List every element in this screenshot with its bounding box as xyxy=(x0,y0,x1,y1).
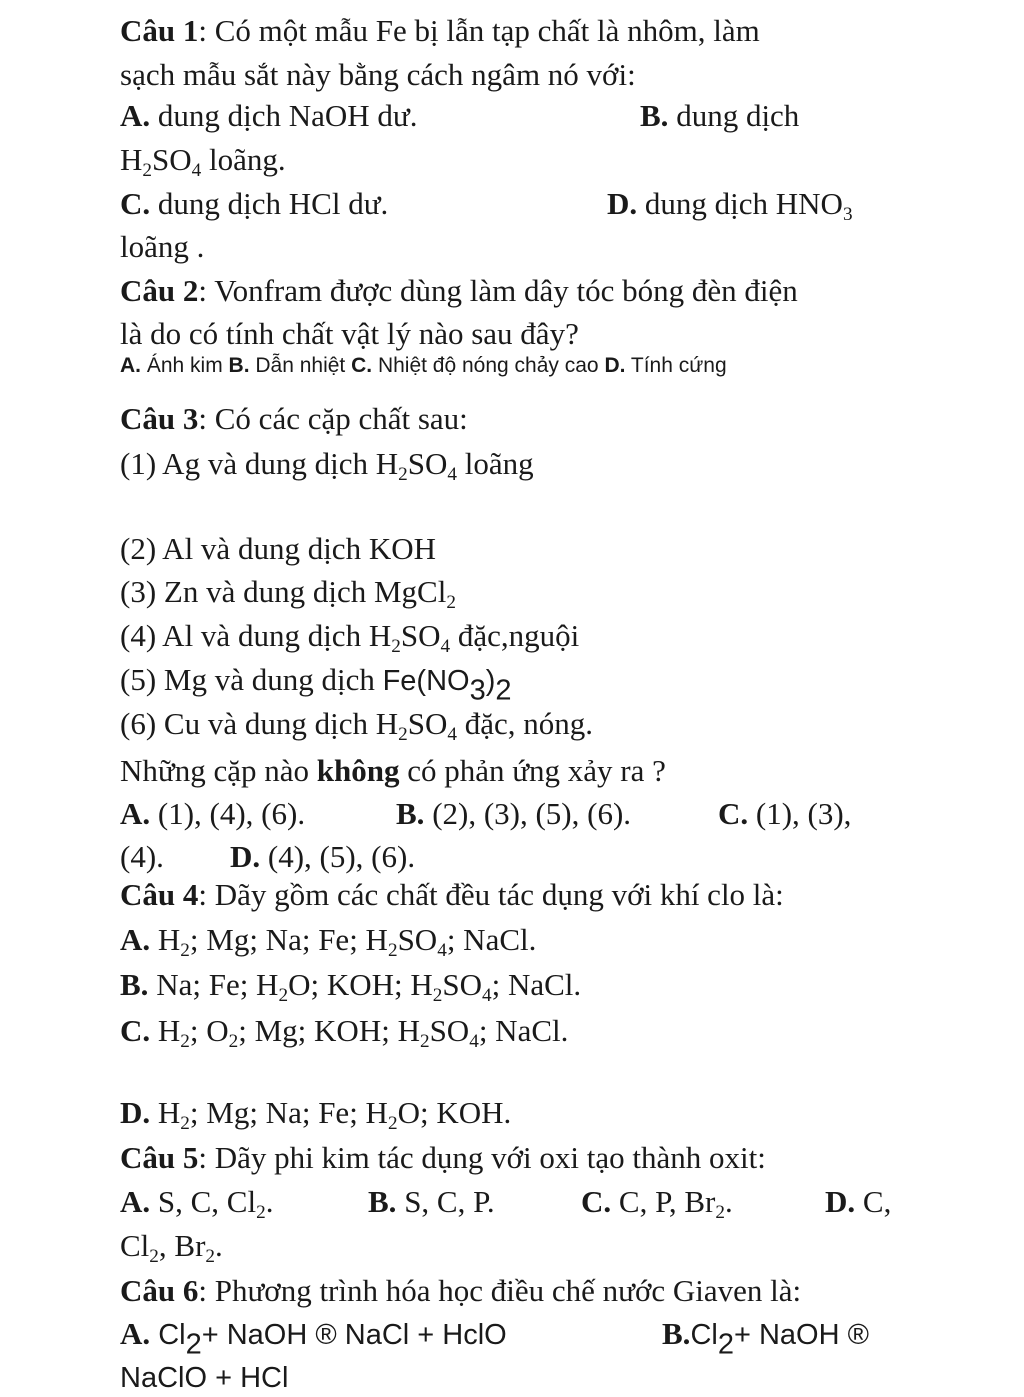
q3-pair-2: (2) Al và dung dịch KOH xyxy=(120,531,436,566)
q3-option-c-cont: (4). xyxy=(120,839,164,874)
q2-options: A. Ánh kim B. Dẫn nhiệt C. Nhiệt độ nóng chảy cao D. Tính cứng xyxy=(120,354,727,377)
q5-stem: Câu 5: Dãy phi kim tác dụng với oxi tạo thành oxit: xyxy=(120,1140,766,1175)
q5-option-a: A. S, C, $Cl_2$. xyxy=(120,1184,274,1224)
q3-question: Những cặp nào không có phản ứng xảy ra ? xyxy=(120,753,666,788)
q3-option-d: D. (4), (5), (6). xyxy=(230,839,416,874)
q4-option-d: D. $H_2$; Mg; Na; Fe; $H_2O$; KOH. xyxy=(120,1095,512,1135)
q1-option-d-cont: loãng . xyxy=(120,229,205,264)
q2-stem-line2: là do có tính chất vật lý nào sau đây? xyxy=(120,316,579,351)
q3-pair-1: (1) Ag và dung dịch $H_2SO_4$ loãng xyxy=(120,446,534,486)
q1-option-b-cont: $H_2SO_4$ loãng. xyxy=(120,142,286,182)
q1-option-d: D. dung dịch $HNO_3$ xyxy=(607,186,853,226)
q5-option-b: B. S, C, P. xyxy=(368,1184,495,1219)
q3-pair-5: (5) Mg và dung dịch $Fe(NO_3)_2$ xyxy=(120,662,512,707)
q6-option-b-cont: NaClO + HCl xyxy=(120,1362,289,1394)
q1-stem-line2: sạch mẫu sắt này bằng cách ngâm nó với: xyxy=(120,57,636,92)
q5-option-d: D. C, xyxy=(825,1184,892,1219)
q3-option-c: C. (1), (3), xyxy=(718,796,852,831)
q3-pair-4: (4) Al và dung dịch $H_2SO_4$ đặc,nguội xyxy=(120,618,580,658)
q6-option-b: $B.Cl_2+$ NaOH ® xyxy=(662,1316,869,1361)
q4-option-b: B. Na; Fe; $H_2O$; KOH; $H_2SO_4$; NaCl. xyxy=(120,967,582,1007)
q3-pair-3: (3) Zn và dung dịch MgCl$_2$ xyxy=(120,574,456,614)
q3-pair-6: (6) Cu và dung dịch $H_2SO_4$ đặc, nóng. xyxy=(120,706,593,746)
q6-option-a: A. $Cl_2+$ NaOH ® NaCl + HclO xyxy=(120,1316,507,1361)
q5-option-d-cont: $Cl_2$, $Br_2$. xyxy=(120,1228,223,1268)
q5-option-c: C. C, P, $Br_2$. xyxy=(581,1184,733,1224)
q1-option-c: C. dung dịch HCl dư. xyxy=(120,186,389,221)
q4-option-a: A. $H_2$; Mg; Na; Fe; $H_2SO_4$; NaCl. xyxy=(120,922,537,962)
q4-stem: Câu 4: Dãy gồm các chất đều tác dụng với khí clo là: xyxy=(120,877,784,912)
q3-option-b: B. (2), (3), (5), (6). xyxy=(396,796,632,831)
q6-stem: Câu 6: Phương trình hóa học điều chế nước Giaven là: xyxy=(120,1273,802,1308)
q4-option-c: C. $H_2$; $O_2$; Mg; KOH; $H_2SO_4$; NaCl. xyxy=(120,1013,569,1053)
q1-stem-line1: Câu 1: Có một mẫu Fe bị lẫn tạp chất là nhôm, làm xyxy=(120,13,760,48)
q1-option-a: A. dung dịch NaOH dư. xyxy=(120,98,418,133)
q1-option-b: B. dung dịch xyxy=(640,98,800,133)
q2-stem-line1: Câu 2: Vonfram được dùng làm dây tóc bóng đèn điện xyxy=(120,273,798,308)
q3-option-a: A. (1), (4), (6). xyxy=(120,796,306,831)
q3-stem: Câu 3: Có các cặp chất sau: xyxy=(120,401,468,436)
cropped-text-fragment xyxy=(126,0,336,4)
